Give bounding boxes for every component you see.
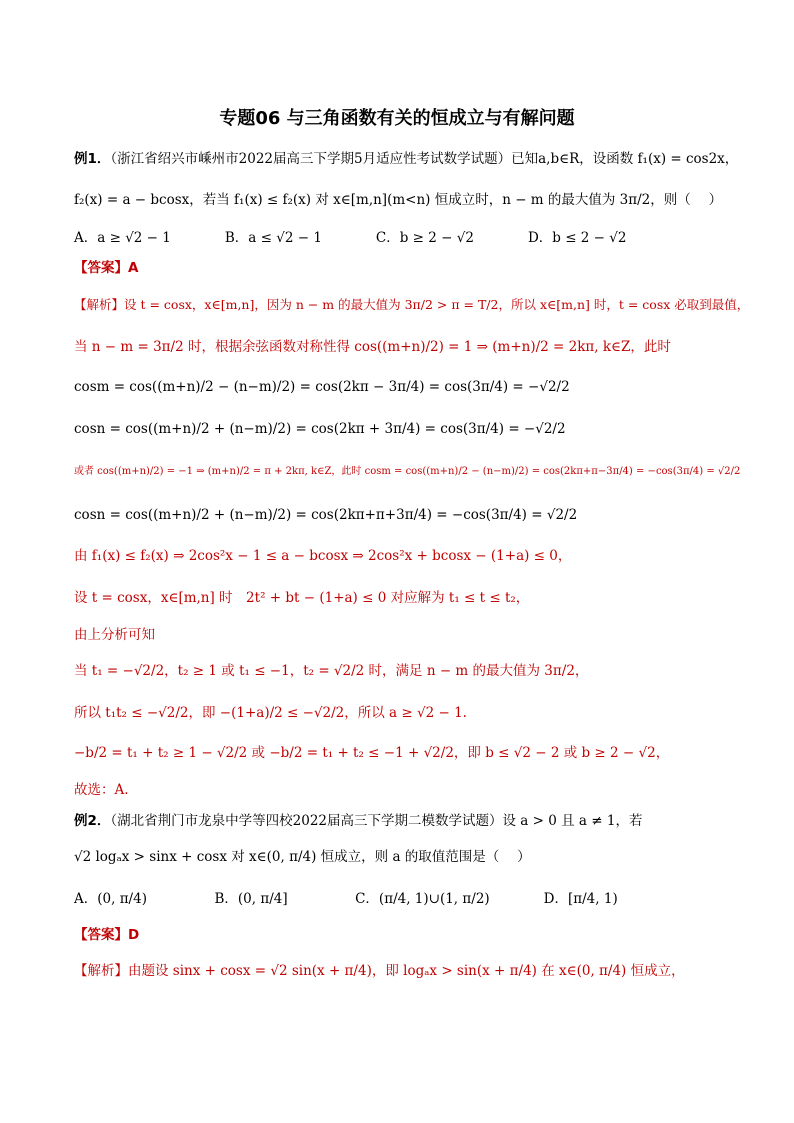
example2-question-cont: √2 logₐx > sinx + cosx 对 x∈(0, π/4) 恒成立，则 a 的取值范围是（ ） (74, 849, 531, 865)
example1-analysis-line: 由上分析可知 (74, 627, 155, 643)
example2-analysis: 【解析】由题设 sinx + cosx = √2 sin(x + π/4)，即 logₐx > sin(x + π/4) 在 x∈(0, π/4) 恒成立， (74, 963, 685, 979)
example1-analysis-line: −b/2 = t₁ + t₂ ≥ 1 − √2/2 或 −b/2 = t₁ + t₂ ≤ −1 + √2/2，即 b ≤ √2 − 2 或 b ≥ 2 − √2， (74, 745, 670, 761)
example1-question: 例1．（浙江省绍兴市嵊州市2022届高三下学期5月适应性考试数学试题）已知a,b∈R，设函数 f₁(x) = cos2x， (74, 151, 739, 167)
example1-analysis-line: 所以 t₁t₂ ≤ −√2/2，即 −(1+a)/2 ≤ −√2/2，所以 a ≥ √2 − 1. (74, 705, 467, 721)
example1-analysis-line: 设 t = cosx，x∈[m,n] 时 2t² + bt − (1+a) ≤ 0 对应解为 t₁ ≤ t ≤ t₂， (74, 590, 530, 606)
page-title: 专题06 与三角函数有关的恒成立与有解问题 (219, 108, 575, 129)
example1-analysis-line: 当 t₁ = −√2/2，t₂ ≥ 1 或 t₁ ≤ −1，t₂ = √2/2 时，满足 n − m 的最大值为 3π/2， (74, 663, 589, 679)
example1-analysis: 【解析】设 t = cosx，x∈[m,n]，因为 n − m 的最大值为 3π/2 > π = T/2，所以 x∈[m,n] 时，t = cosx 必取到最值， (74, 297, 750, 312)
example1-question-cont: f₂(x) = a − bcosx，若当 f₁(x) ≤ f₂(x) 对 x∈[m,n](m<n) 恒成立时，n − m 的最大值为 3π/2，则（ ） (74, 192, 723, 208)
formula-cosm: cosm = cos((m+n)/2 − (n−m)/2) = cos(2kπ − 3π/4) = cos(3π/4) = −√2/2 (74, 379, 570, 395)
example1-options: A．a ≥ √2 − 1 B．a ≤ √2 − 1 C．b ≥ 2 − √2 D．b ≤ 2 − √2 (74, 230, 627, 246)
formula-cosn: cosn = cos((m+n)/2 + (n−m)/2) = cos(2kπ + 3π/4) = cos(3π/4) = −√2/2 (74, 421, 566, 437)
example1-answer: 【答案】A (74, 260, 139, 276)
example1-conclusion: 故选：A. (74, 782, 129, 798)
formula-cosn-2: cosn = cos((m+n)/2 + (n−m)/2) = cos(2kπ+π+3π/4) = −cos(3π/4) = √2/2 (74, 507, 578, 523)
example1-analysis-line: 由 f₁(x) ≤ f₂(x) ⇒ 2cos²x − 1 ≤ a − bcosx ⇒ 2cos²x + bcosx − (1+a) ≤ 0， (74, 548, 572, 564)
example2-question: 例2．（湖北省荆门市龙泉中学等四校2022届高三下学期二模数学试题）设 a > 0 且 a ≠ 1，若 (74, 813, 643, 829)
example1-analysis-line: 或者 cos((m+n)/2) = −1 ⇒ (m+n)/2 = π + 2kπ, k∈Z，此时 cosm = cos((m+n)/2 − (n−m)/2) = cos(2kπ+π−3π/4) = −cos(3π/4) = √2/2 (74, 466, 741, 477)
example1-analysis-line: 当 n − m = 3π/2 时，根据余弦函数对称性得 cos((m+n)/2) = 1 ⇒ (m+n)/2 = 2kπ, k∈Z，此时 (74, 339, 671, 355)
example2-answer: 【答案】D (74, 927, 140, 943)
example2-options: A．(0, π/4) B．(0, π/4] C．(π/4, 1)∪(1, π/2) D．[π/4, 1) (74, 891, 618, 907)
